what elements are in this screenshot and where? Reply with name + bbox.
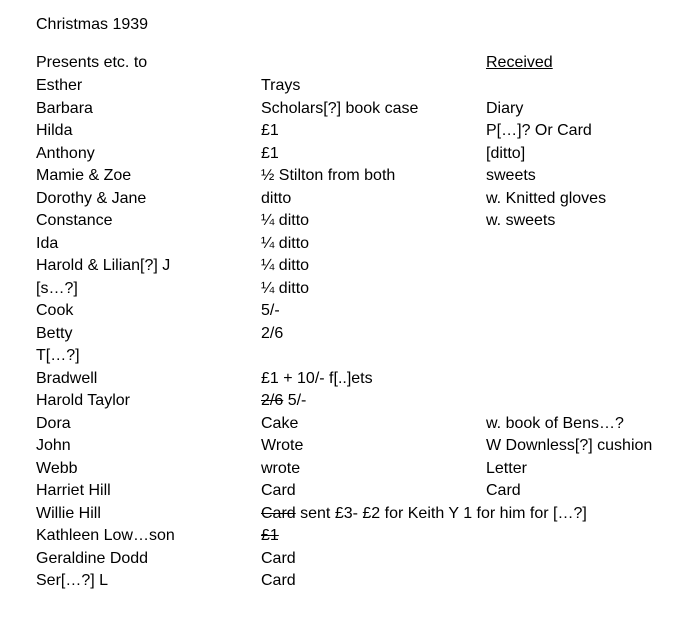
gift-text: ¼ ditto	[261, 257, 310, 274]
list-item	[0, 189, 690, 212]
gift-cell	[261, 549, 296, 569]
gift-cell	[261, 504, 587, 524]
gift-text: ½ Stilton from both	[261, 167, 396, 184]
recipient-name: Ser[…?] L	[36, 572, 109, 589]
list-item	[0, 459, 690, 482]
recipient-name: John	[36, 437, 71, 454]
list-item	[0, 256, 690, 279]
recipient-name: [s…?]	[36, 279, 78, 297]
recipient-name: Harold Taylor	[36, 392, 130, 409]
list-item	[0, 121, 690, 144]
gift-cell	[261, 324, 283, 344]
gift-text: Card	[261, 482, 296, 499]
gift-text: ¼ ditto	[261, 234, 310, 252]
column-header-row	[0, 53, 690, 73]
gift-cell	[261, 369, 373, 389]
list-item	[0, 166, 690, 189]
received-text: Card	[486, 482, 521, 499]
recipient-name: Cook	[36, 302, 74, 319]
recipient-name: Geraldine Dodd	[36, 549, 149, 567]
gift-text: £1	[261, 122, 279, 139]
gift-text: Card	[261, 572, 296, 589]
struck-gift-text: Card	[261, 504, 296, 522]
list-item	[0, 391, 690, 414]
document-title: Christmas 1939	[36, 16, 149, 33]
recipient-name: Betty	[36, 324, 73, 342]
gift-text: ¼ ditto	[261, 279, 310, 297]
list-item	[0, 324, 690, 347]
list-item	[0, 571, 690, 594]
received-text: w. book of Bens…?	[486, 414, 624, 432]
received-text: w. sweets	[486, 212, 556, 229]
recipient-name: Dorothy & Jane	[36, 189, 147, 207]
gift-cell	[261, 234, 309, 254]
gift-cell	[261, 76, 300, 96]
gift-cell	[261, 571, 296, 591]
list-item	[0, 481, 690, 504]
gift-cell	[261, 301, 280, 321]
recipient-name: Constance	[36, 212, 113, 229]
received-header: Received	[486, 54, 553, 71]
gift-text: Cake	[261, 414, 299, 432]
list-item	[0, 279, 690, 302]
gift-cell	[261, 481, 296, 501]
received-text: W Downless[?] cushion	[486, 437, 653, 454]
gift-text: £1 + 10/- f[..]ets	[261, 369, 373, 387]
gift-text: ditto	[261, 189, 292, 207]
list-item	[0, 144, 690, 167]
recipient-name: Harold & Lilian[?] J	[36, 257, 171, 274]
list-item	[0, 99, 690, 122]
gift-text: ¼ ditto	[261, 212, 310, 229]
recipient-name: Dora	[36, 414, 71, 432]
gift-text: 5/-	[261, 302, 280, 319]
gift-text: Wrote	[261, 437, 304, 454]
gift-cell	[261, 211, 309, 231]
gift-cell	[261, 391, 306, 411]
gift-cell	[261, 166, 395, 186]
list-item	[0, 234, 690, 257]
gift-cell	[261, 189, 291, 209]
struck-gift-text: 2/6	[261, 392, 284, 409]
list-item	[0, 76, 690, 99]
recipient-name: Harriet Hill	[36, 482, 111, 499]
recipient-name: Bradwell	[36, 369, 98, 387]
recipient-name: Mamie & Zoe	[36, 167, 132, 184]
received-text: Letter	[486, 459, 527, 477]
received-text: sweets	[486, 167, 536, 184]
gift-list	[0, 76, 690, 594]
gift-cell	[261, 99, 418, 119]
recipient-name: Webb	[36, 459, 78, 477]
gift-text: sent £3- £2 for Keith Y 1 for him for […?]	[295, 504, 587, 522]
gift-cell	[261, 459, 300, 479]
gift-cell	[261, 414, 298, 434]
list-item	[0, 301, 690, 324]
list-item	[0, 369, 690, 392]
gift-cell	[261, 436, 303, 456]
list-item	[0, 211, 690, 234]
received-text: [ditto]	[486, 144, 526, 162]
recipient-name: Barbara	[36, 99, 93, 117]
gift-cell	[261, 279, 309, 299]
list-item	[0, 526, 690, 549]
list-item	[0, 504, 690, 527]
gift-text: Trays	[261, 77, 301, 94]
gift-cell	[261, 526, 279, 546]
gift-text: Scholars[?] book case	[261, 99, 419, 117]
gift-text: 5/-	[283, 392, 307, 409]
recipient-name: Esther	[36, 77, 83, 94]
gift-cell	[261, 121, 279, 141]
recipient-name: T[…?]	[36, 347, 80, 364]
list-item	[0, 346, 690, 369]
list-item	[0, 436, 690, 459]
recipient-name: Willie Hill	[36, 504, 101, 522]
gift-text: 2/6	[261, 324, 284, 342]
struck-gift-text: £1	[261, 527, 279, 544]
gift-text: Card	[261, 549, 296, 567]
presents-header: Presents etc. to	[36, 54, 148, 71]
list-item	[0, 414, 690, 437]
gift-text: wrote	[261, 459, 301, 477]
recipient-name: Anthony	[36, 144, 95, 162]
gift-text: £1	[261, 144, 279, 162]
recipient-name: Ida	[36, 234, 59, 252]
gift-cell	[261, 256, 309, 276]
received-text: P[…]? Or Card	[486, 122, 592, 139]
received-text: Diary	[486, 99, 524, 117]
gift-cell	[261, 144, 279, 164]
list-item	[0, 549, 690, 572]
recipient-name: Hilda	[36, 122, 73, 139]
recipient-name: Kathleen Low…son	[36, 527, 175, 544]
received-text: w. Knitted gloves	[486, 189, 607, 207]
